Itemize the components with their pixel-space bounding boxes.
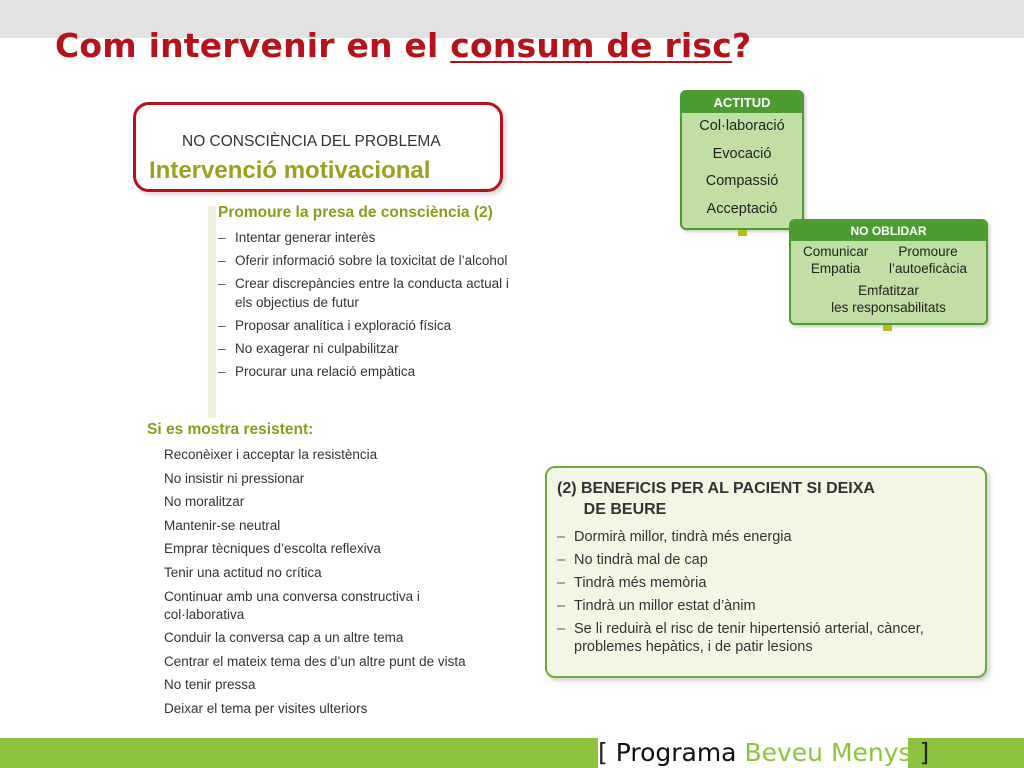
list-item: Deixar el tema per visites ulteriors xyxy=(164,700,368,716)
list-item: – No tindrà mal de cap xyxy=(557,551,977,569)
list-item: – Proposar analítica i exploració física xyxy=(218,316,518,335)
title-prefix: Com intervenir en el xyxy=(55,26,451,65)
slide-title xyxy=(55,26,751,65)
promote-side-bar xyxy=(208,206,216,418)
list-item: – No exagerar ni culpabilitzar xyxy=(218,339,518,358)
brand-logo xyxy=(598,738,930,768)
title-suffix: ? xyxy=(732,26,752,65)
connector-tab xyxy=(883,325,892,331)
benefits-box xyxy=(545,466,987,678)
list-item: – Intentar generar interès xyxy=(218,228,518,247)
promote-title: Promoure la presa de consciència (2) xyxy=(218,204,493,221)
no-oblidar-box xyxy=(789,219,988,325)
list-item: – Tindrà més memòria xyxy=(557,574,977,592)
no-oblidar-bottom: Emfatitzar les responsabilitats xyxy=(831,283,946,315)
list-item: No insistir ni pressionar xyxy=(164,470,305,486)
brand-word-programa: Programa xyxy=(615,738,745,767)
list-item: No moralitzar xyxy=(164,494,245,510)
list-item: Reconèixer i acceptar la resistència xyxy=(164,447,378,462)
actitud-item: Compassió xyxy=(705,173,779,189)
actitud-item: Evocació xyxy=(712,145,772,162)
list-item: – Se li reduirà el risc de tenir hipertensió arterial, càncer, problemes hepàtics, i de patir lesions xyxy=(557,620,977,656)
motivational-heading: Intervenció motivacional xyxy=(149,157,431,184)
list-item: Centrar el mateix tema des d’un altre punt de vista xyxy=(164,653,466,669)
title-underlined: consum de risc xyxy=(450,26,733,65)
list-item: – Tindrà un millor estat d’ànim xyxy=(557,597,977,615)
list-item: Conduir la conversa cap a un altre tema xyxy=(164,630,404,646)
list-item: Mantenir-se neutral xyxy=(164,517,281,533)
connector-tab xyxy=(738,230,747,236)
list-item: – Dormirà millor, tindrà més energia xyxy=(557,528,977,546)
no-oblidar-header: NO OBLIDAR xyxy=(791,221,986,241)
bracket-close: ] xyxy=(911,738,930,767)
bracket-open: [ xyxy=(598,738,616,767)
motivational-subtitle: NO CONSCIÈNCIA DEL PROBLEMA xyxy=(182,133,441,150)
list-item: – Crear discrepàncies entre la conducta actual i els objectius de futur xyxy=(218,274,518,312)
resistant-list xyxy=(164,446,494,724)
actitud-item: Acceptació xyxy=(706,200,778,217)
resistant-title: Si es mostra resistent: xyxy=(147,421,314,438)
actitud-header: ACTITUD xyxy=(682,92,802,113)
no-oblidar-left: Comunicar Empatia xyxy=(803,244,869,276)
list-item: Emprar tècniques d’escolta reflexiva xyxy=(164,541,381,557)
actitud-item: Col·laboració xyxy=(699,118,785,134)
list-item: Tenir una actitud no crítica xyxy=(164,564,322,580)
benefits-title: (2) BENEFICIS PER AL PACIENT SI DEIXA DE BEURE xyxy=(557,480,875,518)
motivational-box xyxy=(133,102,503,192)
list-item: Continuar amb una conversa constructiva i col·laborativa xyxy=(164,588,420,622)
brand-word-beveu-menys: Beveu Menys xyxy=(744,738,912,767)
actitud-box xyxy=(680,90,804,230)
list-item: – Procurar una relació empàtica xyxy=(218,362,518,381)
no-oblidar-right: Promoure l’autoeficàcia xyxy=(889,244,968,276)
list-item: No tenir pressa xyxy=(164,677,256,693)
promote-list xyxy=(218,228,518,385)
benefits-list xyxy=(557,528,977,661)
list-item: – Oferir informació sobre la toxicitat de l’alcohol xyxy=(218,251,518,270)
